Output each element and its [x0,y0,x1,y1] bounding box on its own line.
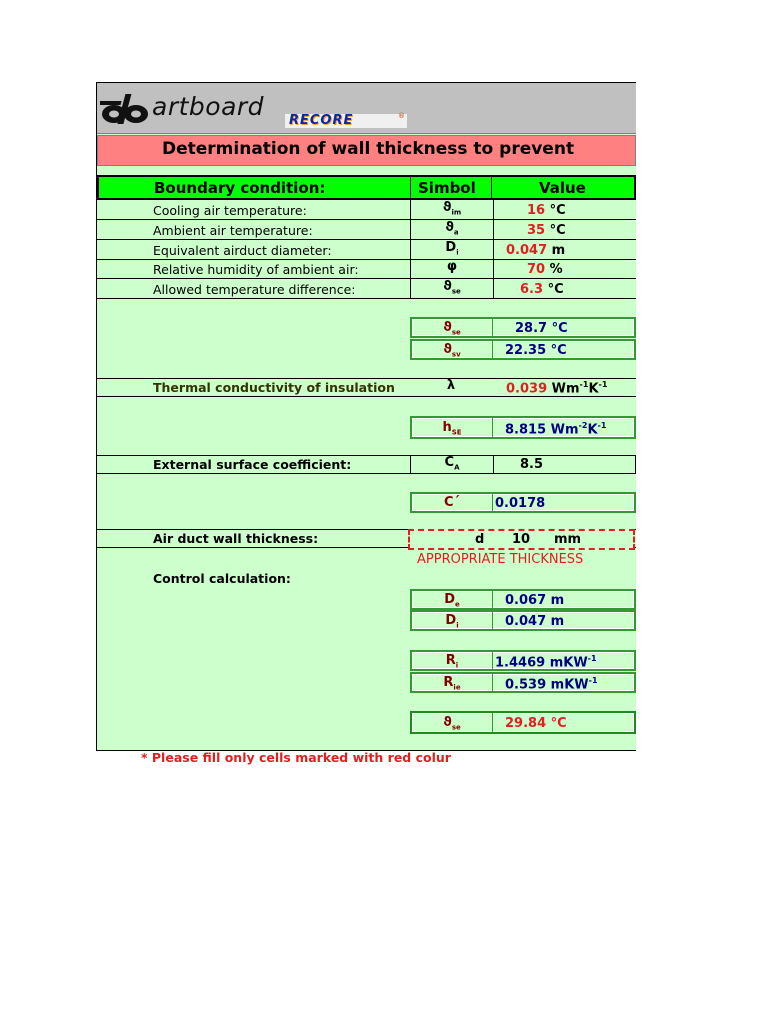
input-label: Relative humidity of ambient air: [153,262,359,277]
input-row [97,260,636,279]
thickness-status: APPROPRIATE THICKNESS [417,552,584,567]
diameter-box: $D_i$ 0.047 m [410,610,636,631]
input-label: Cooling air temperature: [153,203,307,218]
recore-logo [285,114,407,128]
input-value-field[interactable]: 0.047 m [506,243,566,258]
input-value-field[interactable]: 6.3 °C [520,282,564,297]
cprime-box: C´ 0.0178 [410,492,636,513]
surface-coefficient-row [97,455,636,474]
page-title: Determination of wall thickness to prevent [162,139,575,159]
table-header [97,175,636,200]
wall-thickness-input[interactable]: d 10 mm [408,529,635,550]
input-value-field[interactable]: 35 °C [527,223,566,238]
sub-brand-name: RECORE [289,113,354,128]
conductivity-label: Thermal conductivity of insulation [153,380,395,395]
input-row [97,280,636,299]
wall-thickness-label: Air duct wall thickness: [153,531,319,546]
result-box: $ϑ_{se}$ 28.7 °C [410,317,636,338]
input-row [97,241,636,260]
header-symbol-divider [410,175,492,200]
input-value-field[interactable]: 70 % [527,262,563,277]
resistance-box: $R_i$ 1.4469 mKW$^{-1}$ [410,650,636,671]
header-symbol: Simbol [418,179,476,197]
brand-name: artboard [152,92,265,121]
resistance-box: $R_{ie}$ 0.539 mKW$^{-1}$ [410,672,636,693]
header-condition: Boundary condition: [154,179,326,197]
conductivity-symbol: λ [446,378,456,393]
surface-coefficient-symbol: $C_A$ [410,455,494,474]
input-symbol: φ [410,259,494,278]
input-label: Equivalent airduct diameter: [153,243,332,258]
fill-note: * Please fill only cells marked with red colur [141,750,451,765]
surface-coefficient-value[interactable]: 8.5 [520,457,544,472]
input-row [97,221,636,240]
input-value-field[interactable]: 16 °C [527,203,566,218]
conductivity-value-field[interactable]: 0.039 $Wm^{-1}K^{-1}$ [506,380,608,397]
title-bar [97,135,636,166]
control-calc-label: Control calculation: [153,571,291,586]
input-symbol: $ϑ_{se}$ [410,279,494,298]
input-symbol: $ϑ_{im}$ [410,200,494,219]
hse-box: $h_{SE}$ 8.815 $Wm^{-2}K^{-1}$ [410,416,636,439]
surface-coefficient-label: External surface coefficient: [153,457,352,472]
input-label: Ambient air temperature: [153,223,313,238]
result-box: $ϑ_{sv}$ 22.35 °C [410,339,636,360]
diameter-box: $D_e$ 0.067 m [410,589,636,610]
input-label: Allowed temperature difference: [153,282,356,297]
registered-mark: ® [398,112,405,120]
input-symbol: $ϑ_a$ [410,220,494,239]
input-row [97,201,636,220]
final-result-box: $ϑ_{se}$ 29.84 °C [410,711,636,734]
conductivity-row [97,378,636,397]
artboard-logo-icon [100,92,152,126]
input-symbol: $D_i$ [410,240,494,259]
header-value: Value [539,179,586,197]
